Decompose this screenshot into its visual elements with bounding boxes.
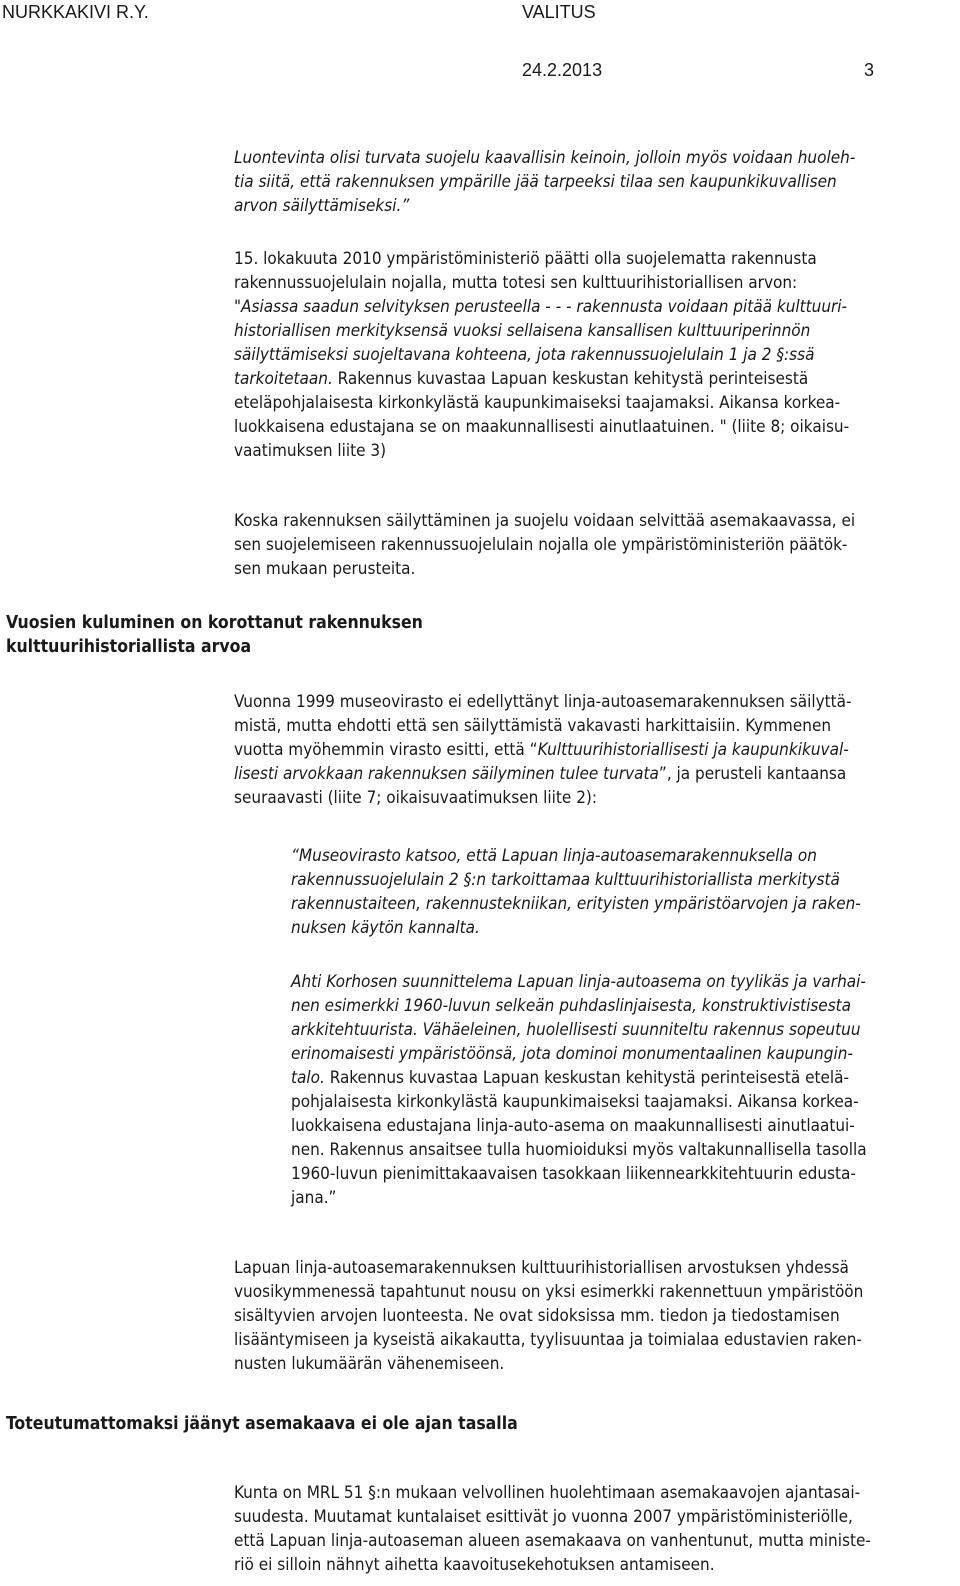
- paragraph-2-tail: " (liite 8; oikaisu- vaatimuksen liite 3): [234, 417, 850, 461]
- paragraph-6-text: Kunta on MRL 51 §:n mukaan velvollinen huolehtimaan asemakaavojen ajantasai- suudesta. Muutamat kuntalaiset esittivät jo vuonna 2007 ympäristöministeriölle, että Lapuan linja-autoaseman alueen asemakaava on vanhentunut, mutta ministe- riö ei silloin nähnyt aihetta kaavoitusekehotuksen antamiseen.: [234, 1483, 871, 1575]
- quote-block-1: [291, 844, 946, 940]
- paragraph-5-text: Lapuan linja-autoasemarakennuksen kulttuurihistoriallisen arvostuksen yhdessä vuosikymmenessä tapahtunut nousu on yksi esimerkki rakennettuun ympäristöön sisältyvien arvojen luonteesta. Ne ovat sidoksissa mm. tiedon ja tiedostamisen lisääntymiseen ja kyseistä aikakautta, tyylisuuntaa ja toimialaa edustavien raken- nusten lukumäärän vähenemiseen.: [234, 1258, 864, 1374]
- section-heading-2: Toteutumattomaksi jäänyt asemakaava ei ole ajan tasalla: [6, 1414, 518, 1434]
- paragraph-2-text: [234, 247, 946, 463]
- paragraph-1: [234, 146, 946, 218]
- paragraph-4-part-a: Vuonna 1999 museovirasto ei edellyttänyt linja-autoasemarakennuksen säilyttä- mistä, mutta ehdotti että sen säilyttämistä vakavasti harkittaisiin. Kymmenen vuotta myöhemmin virasto esitti, että “: [234, 692, 852, 760]
- paragraph-4-text: [234, 690, 946, 810]
- paragraph-3: [234, 509, 946, 581]
- quote-2-italic: Ahti Korhosen suunnittelema Lapuan linja-autoasema on tyylikäs ja varhai- nen esimerkki 1960-luvun selkeän puhdaslinjaisesta, konstruktivistisesta arkkitehtuurista. Vähäeleinen, huolellisesti suunniteltu rakennus sopeutuu erinomaisesti ympäristöönsä, jota dominoi monumentaalinen kaupungin- talo.: [291, 972, 866, 1088]
- paragraph-4-italic: Kulttuurihistoriallisesti ja kaupunkikuval- lisesti arvokkaan rakennuksen säilyminen tulee turvata: [234, 740, 849, 784]
- paragraph-4: [234, 690, 946, 810]
- paragraph-2-quote-normal: Rakennus kuvastaa Lapuan keskustan kehitystä perinteisestä eteläpohjalaisesta kirkonkylästä kaupunkimaiseksi taajamaksi. Aikansa korkea- luokkaisena edustajana se on maakunnallisesti ainutlaatuinen.: [234, 369, 841, 437]
- paragraph-3-text: Koska rakennuksen säilyttäminen ja suojelu voidaan selvittää asemakaavassa, ei sen suojelemiseen rakennussuojelulain nojalla ole ympäristöministeriön päätök- sen mukaan perusteita.: [234, 511, 856, 579]
- section-heading-1: Vuosien kuluminen on korottanut rakennuksen kulttuurihistoriallista arvoa: [6, 613, 423, 657]
- paragraph-1-text: Luontevinta olisi turvata suojelu kaavallisin keinoin, jolloin myös voidaan huoleh- tia siitä, että rakennuksen ympärille jää tarpeeksi tilaa sen kaupunkikuvallisen arvon säilyttämiseksi.”: [234, 148, 856, 216]
- org-name: NURKKAKIVI R.Y.: [2, 2, 149, 22]
- paragraph-2-intro: 15. lokakuuta 2010 ympäristöministeriö päätti olla suojelematta rakennusta rakennussuojelulain nojalla, mutta totesi sen kulttuurihistoriallisen arvon:: [234, 249, 817, 293]
- paragraph-5: [234, 1256, 946, 1376]
- quote-2-normal: Rakennus kuvastaa Lapuan keskustan kehitystä perinteisestä etelä- pohjalaisesta kirkonkylästä kaupunkimaiseksi taajamaksi. Aikansa korkea- luokkaisena edustajana linja-auto-asema on maakunnallisesti ainutlaatui- nen. Rakennus ansaitsee tulla huomioiduksi myös valtakunnallisella tasolla 1960-luvun pienimittakaavaisen tasokkaan liikennearkkitehtuurin edusta- jana.”: [291, 1068, 867, 1208]
- document-type: VALITUS: [522, 2, 596, 22]
- document-date: 24.2.2013: [522, 60, 603, 80]
- quote-1-text: “Museovirasto katsoo, että Lapuan linja-autoasemarakennuksella on rakennussuojelulain 2 §:n tarkoittamaa kulttuurihistoriallista merkitystä rakennustaiteen, rakennustekniikan, erityisten ympäristöarvojen ja raken- nuksen käytön kannalta.: [291, 846, 861, 938]
- paragraph-4-part-b: ”, ja perusteli kantaansa seuraavasti (liite 7; oikaisuvaatimuksen liite 2):: [234, 764, 847, 808]
- quote-block-2: [291, 970, 946, 1210]
- page-number: 3: [864, 60, 875, 80]
- paragraph-2: [234, 247, 946, 463]
- paragraph-6: [234, 1481, 946, 1577]
- paragraph-2-quote-italic: "Asiassa saadun selvityksen perusteella - - - rakennusta voidaan pitää kulttuuri- historiallisen merkityksensä vuoksi sellaisena kansallisen kulttuuriperinnön säilyttämiseksi suojeltavana kohteena, jota rakennussuojelulain 1 ja 2 §:ssä tarkoitetaan.: [234, 297, 848, 389]
- quote-2-text: [291, 970, 946, 1210]
